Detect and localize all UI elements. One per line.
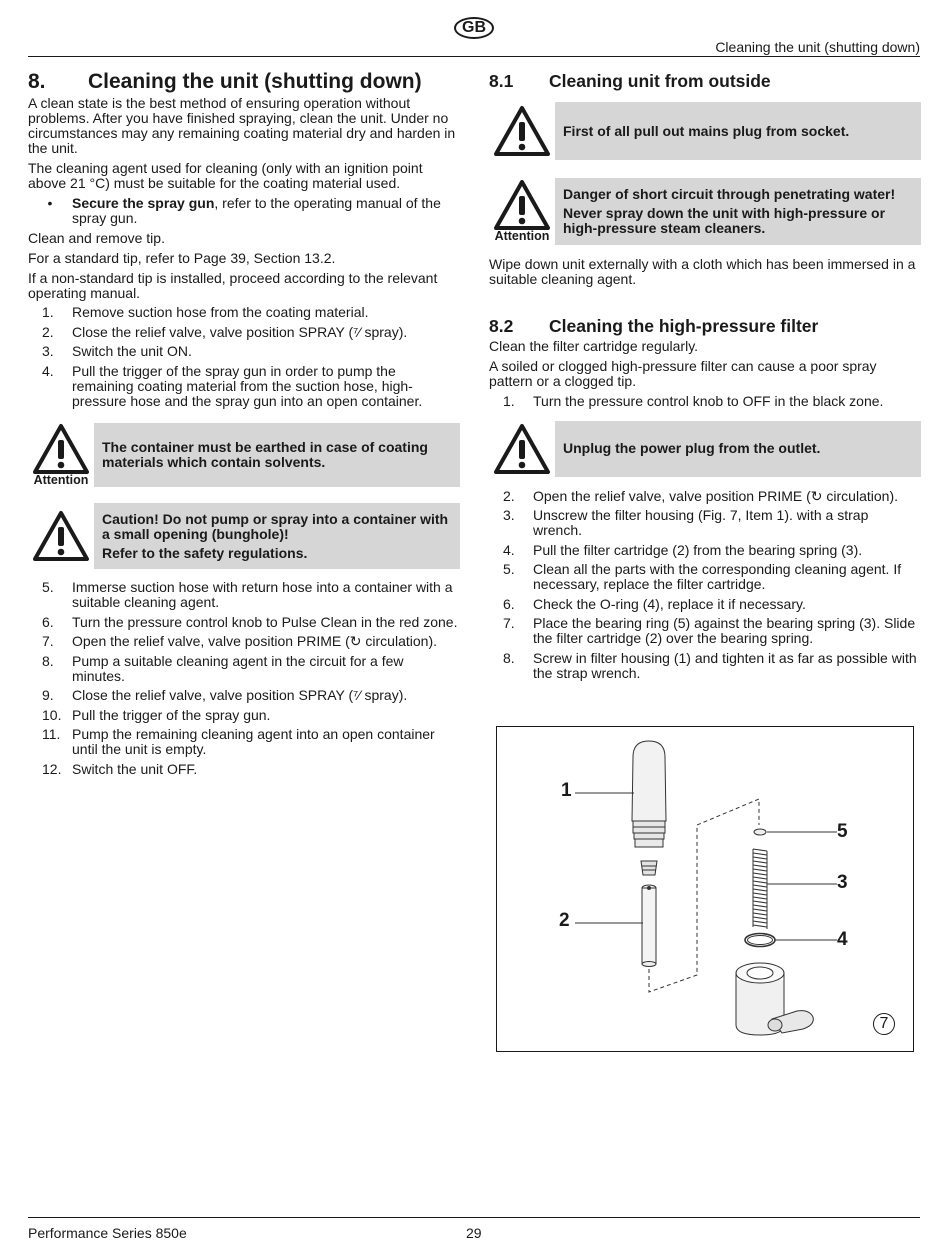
list-item xyxy=(28,688,460,703)
step-number: 10. xyxy=(42,706,62,723)
list-item xyxy=(28,762,460,777)
section-8-heading xyxy=(28,68,460,96)
warning-earthing xyxy=(28,423,460,487)
list-item xyxy=(28,580,460,610)
list-item xyxy=(28,305,460,320)
filter-assembly-drawing xyxy=(497,727,915,1053)
step-text: Screw in filter housing (1) and tighten it as far as possible with the strap wrench. xyxy=(533,649,917,681)
step-text: Pull the trigger of the spray gun in order to pump the remaining coating material from the suction hose, high-pressure hose and the spray gun into an open container. xyxy=(72,362,423,409)
warning-unplug xyxy=(489,421,921,477)
step-text: Open the relief valve, valve position PRIME (↻ circulation). xyxy=(533,487,898,504)
section-title: Cleaning the high-pressure filter xyxy=(549,315,819,336)
step-text: Close the relief valve, valve position SPRAY (⁷⁄ spray). xyxy=(72,323,408,340)
step-number: 5. xyxy=(42,579,54,595)
nonstandard-tip-text: If a non-standard tip is installed, proceed according to the relevant operating manual. xyxy=(28,270,438,301)
language-badge: GB xyxy=(454,17,494,39)
warning-triangle-icon xyxy=(493,423,551,475)
section-number: 8.2 xyxy=(489,315,514,336)
callout-4: 4 xyxy=(837,929,848,950)
list-item xyxy=(28,615,460,630)
footer-product: Performance Series 850e xyxy=(28,1225,187,1241)
step-number: 12. xyxy=(42,760,62,777)
list-item xyxy=(489,394,921,409)
attention-label: Attention xyxy=(494,229,550,244)
step-number: 8. xyxy=(42,652,54,669)
intro-paragraph: A clean state is the best method of ensuring operation without problems. After you have finished spraying, clean the unit. Under no circumstances may any remaining coating material dry and harden in the unit. xyxy=(28,95,456,156)
header-rule xyxy=(28,56,920,57)
warning-container-opening xyxy=(28,503,460,570)
callout-1: 1 xyxy=(561,780,572,801)
step-text: Pull the trigger of the spray gun. xyxy=(72,706,271,723)
list-item xyxy=(28,325,460,340)
warning-text: Never spray down the unit with high-pressure or high-pressure steam cleaners. xyxy=(563,204,886,236)
step-text: Pump the remaining cleaning agent into an open container until the unit is empty. xyxy=(72,726,435,757)
filter-exploded-figure xyxy=(496,726,914,1052)
warning-triangle-icon xyxy=(493,105,551,157)
callout-3: 3 xyxy=(837,872,848,893)
section-number: 8.1 xyxy=(489,71,514,91)
step-text: Pump a suitable cleaning agent in the circuit for a few minutes. xyxy=(72,652,404,684)
step-number: 9. xyxy=(42,687,54,703)
list-item xyxy=(489,489,921,504)
list-item xyxy=(28,634,460,649)
section-title: Cleaning unit from outside xyxy=(549,71,771,91)
step-text: Clean all the parts with the corresponding cleaning agent. If necessary, replace the filter cartridge. xyxy=(533,561,902,592)
section-8-2-heading xyxy=(489,313,921,339)
warning-box xyxy=(555,178,921,245)
step-number: 6. xyxy=(42,613,54,630)
step-text: Unscrew the filter housing (Fig. 7, Item 1). with a strap wrench. xyxy=(533,507,869,538)
step-number: 8. xyxy=(503,649,515,666)
step-number: 4. xyxy=(42,362,54,379)
warning-box xyxy=(555,421,921,477)
warning-text: Danger of short circuit through penetrating water! xyxy=(563,186,896,202)
steps-list-d xyxy=(489,489,921,681)
list-item xyxy=(28,727,460,757)
section-number: 8. xyxy=(28,70,46,93)
step-text: Place the bearing ring (5) against the bearing spring (3). Slide the filter cartridge (2) over the bearing spring. xyxy=(533,615,916,646)
warning-box xyxy=(94,423,460,487)
step-number: 7. xyxy=(42,633,54,649)
step-text: Switch the unit OFF. xyxy=(72,760,198,777)
warning-mains-plug xyxy=(489,102,921,160)
step-number: 2. xyxy=(503,487,515,504)
bullet-bold: Secure the spray gun xyxy=(72,195,215,211)
warning-text: First of all pull out mains plug from socket. xyxy=(563,122,850,139)
list-item xyxy=(489,543,921,558)
warning-triangle-icon xyxy=(32,510,90,562)
warning-triangle-icon xyxy=(32,423,90,475)
steps-list-c xyxy=(489,394,921,409)
list-item xyxy=(489,597,921,612)
warning-triangle-icon xyxy=(493,179,551,231)
section-8-1-heading xyxy=(489,68,921,94)
bullet-text: , refer to the operating manual of the spray gun. xyxy=(72,195,441,226)
step-number: 11. xyxy=(42,726,61,742)
step-number: 4. xyxy=(503,541,515,558)
warning-box xyxy=(94,503,460,570)
section-title: Cleaning the unit (shutting down) xyxy=(88,70,422,93)
page-number: 29 xyxy=(466,1225,482,1241)
steps-list-b xyxy=(28,580,460,777)
warning-text: Caution! Do not pump or spray into a container with a small opening (bunghole)! xyxy=(102,510,449,542)
left-column xyxy=(28,68,460,781)
step-number: 5. xyxy=(503,561,515,577)
step-text: Switch the unit ON. xyxy=(72,343,192,359)
list-item xyxy=(489,508,921,538)
step-number: 7. xyxy=(503,615,515,631)
callout-5: 5 xyxy=(837,821,848,842)
step-text: Remove suction hose from the coating material. xyxy=(72,304,369,320)
filter-paragraph-2: A soiled or clogged high-pressure filter can cause a poor spray pattern or a clogged tip. xyxy=(489,357,877,389)
step-number: 1. xyxy=(503,392,515,409)
step-number: 1. xyxy=(42,304,54,320)
bullet-dot: • xyxy=(47,195,53,211)
step-text: Pull the filter cartridge (2) from the bearing spring (3). xyxy=(533,541,863,558)
warning-short-circuit xyxy=(489,178,921,245)
standard-tip-text: For a standard tip, refer to Page 39, Section 13.2. xyxy=(28,250,336,266)
footer-rule xyxy=(28,1217,920,1218)
step-text: Turn the pressure control knob to OFF in the black zone. xyxy=(533,392,884,409)
warning-text: The container must be earthed in case of coating materials which contain solvents. xyxy=(102,438,428,470)
warning-text: Refer to the safety regulations. xyxy=(102,544,308,561)
step-number: 3. xyxy=(503,507,515,523)
list-item xyxy=(28,708,460,723)
list-item xyxy=(28,654,460,684)
list-item xyxy=(489,616,921,646)
step-text: Immerse suction hose with return hose into a container with a suitable cleaning agent. xyxy=(72,579,453,610)
step-text: Close the relief valve, valve position SPRAY (⁷⁄ spray). xyxy=(72,687,408,703)
clean-tip-text: Clean and remove tip. xyxy=(28,230,165,246)
callout-2: 2 xyxy=(559,910,570,931)
step-text: Open the relief valve, valve position PRIME (↻ circulation). xyxy=(72,633,437,649)
list-item xyxy=(28,364,460,409)
list-item xyxy=(489,651,921,681)
filter-paragraph: Clean the filter cartridge regularly. xyxy=(489,337,699,354)
cleaning-agent-paragraph: The cleaning agent used for cleaning (only with an ignition point above 21 °C) must be suitable for the coating material used. xyxy=(28,160,423,191)
step-number: 2. xyxy=(42,323,54,340)
running-header: Cleaning the unit (shutting down) xyxy=(715,39,920,55)
warning-text: Unplug the power plug from the outlet. xyxy=(563,440,821,457)
attention-label: Attention xyxy=(33,472,89,487)
bullet-item xyxy=(28,196,460,226)
step-number: 6. xyxy=(503,595,515,612)
step-text: Check the O-ring (4), replace it if necessary. xyxy=(533,595,806,612)
step-number: 3. xyxy=(42,343,54,359)
steps-list-a xyxy=(28,305,460,409)
figure-number-badge: 7 xyxy=(873,1013,895,1035)
warning-box xyxy=(555,102,921,160)
step-text: Turn the pressure control knob to Pulse Clean in the red zone. xyxy=(72,613,458,630)
list-item xyxy=(489,562,921,592)
list-item xyxy=(28,344,460,359)
wipe-paragraph: Wipe down unit externally with a cloth which has been immersed in a suitable cleaning agent. xyxy=(489,255,916,287)
right-column xyxy=(489,68,921,685)
